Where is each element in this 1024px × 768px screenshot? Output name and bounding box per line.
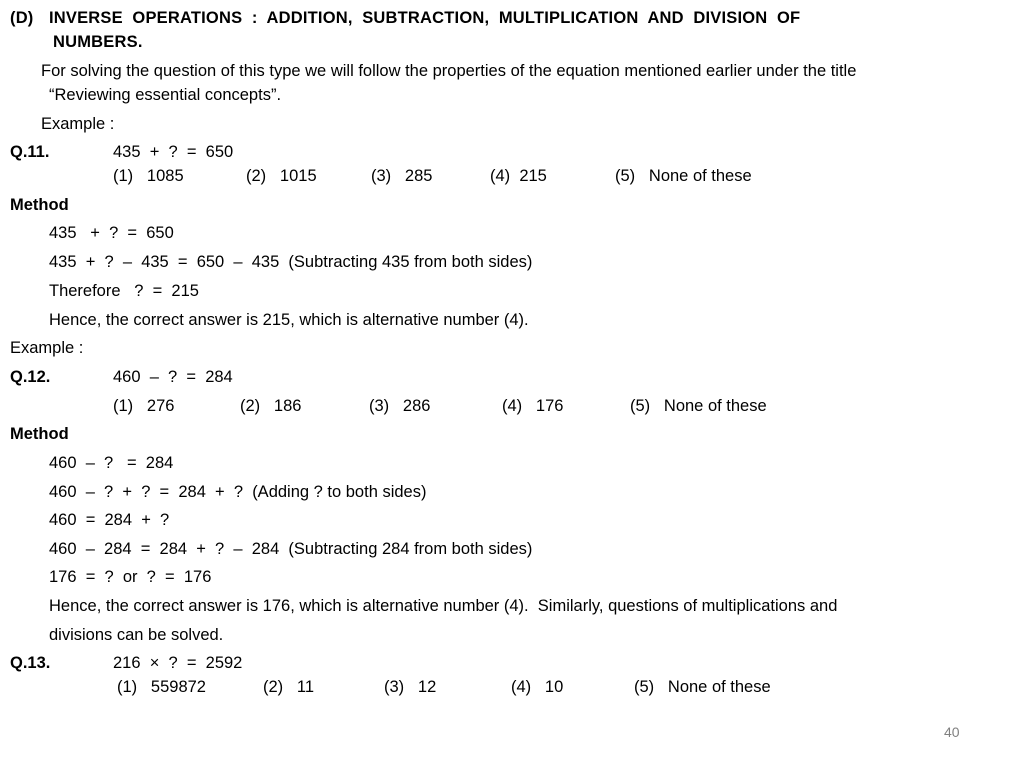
option-4: (4) 215 <box>490 167 547 185</box>
method-label: Method <box>10 425 69 443</box>
option-1: (1) 276 <box>113 397 175 415</box>
method-step-3: Therefore ? = 215 <box>49 282 199 300</box>
option-2: (2) 11 <box>263 678 315 696</box>
option-2: (2) 1015 <box>246 167 317 185</box>
intro-line-1: For solving the question of this type we will follow the properties of the equation mentioned earlier under the title <box>41 62 857 80</box>
option-5: (5) None of these <box>634 678 771 696</box>
option-3: (3) 12 <box>384 678 437 696</box>
page-number: 40 <box>944 724 960 740</box>
option-3: (3) 286 <box>369 397 431 415</box>
section-label: (D) <box>10 9 34 27</box>
section-heading-line-1: INVERSE OPERATIONS : ADDITION, SUBTRACTION, MULTIPLICATION AND DIVISION OF <box>49 9 801 27</box>
question-equation: 216 × ? = 2592 <box>113 654 243 672</box>
method-step-3: 460 = 284 + ? <box>49 511 170 529</box>
intro-line-2: “Reviewing essential concepts”. <box>49 86 282 104</box>
method-step-5: 176 = ? or ? = 176 <box>49 568 212 586</box>
option-3: (3) 285 <box>371 167 433 185</box>
method-conclusion-line-2: divisions can be solved. <box>49 626 224 644</box>
option-1: (1) 559872 <box>117 678 206 696</box>
question-number: Q.13. <box>10 654 51 672</box>
method-conclusion-line-1: Hence, the correct answer is 176, which is alternative number (4). Similarly, questions of multiplications and <box>49 597 838 615</box>
question-equation: 460 – ? = 284 <box>113 368 233 386</box>
question-equation: 435 + ? = 650 <box>113 143 234 161</box>
method-step-1: 435 + ? = 650 <box>49 224 174 242</box>
option-2: (2) 186 <box>240 397 302 415</box>
method-step-4: 460 – 284 = 284 + ? – 284 (Subtracting 284 from both sides) <box>49 540 533 558</box>
option-4: (4) 176 <box>502 397 564 415</box>
method-step-2: 460 – ? + ? = 284 + ? (Adding ? to both sides) <box>49 483 427 501</box>
question-number: Q.12. <box>10 368 51 386</box>
method-conclusion: Hence, the correct answer is 215, which is alternative number (4). <box>49 311 529 329</box>
option-4: (4) 10 <box>511 678 564 696</box>
method-step-1: 460 – ? = 284 <box>49 454 174 472</box>
example-label: Example : <box>41 115 115 133</box>
option-5: (5) None of these <box>630 397 767 415</box>
section-heading-line-2: NUMBERS. <box>53 33 143 51</box>
question-number: Q.11. <box>10 143 50 161</box>
method-label: Method <box>10 196 69 214</box>
method-step-2: 435 + ? – 435 = 650 – 435 (Subtracting 435 from both sides) <box>49 253 533 271</box>
option-5: (5) None of these <box>615 167 752 185</box>
example-label: Example : <box>10 339 84 357</box>
option-1: (1) 1085 <box>113 167 184 185</box>
